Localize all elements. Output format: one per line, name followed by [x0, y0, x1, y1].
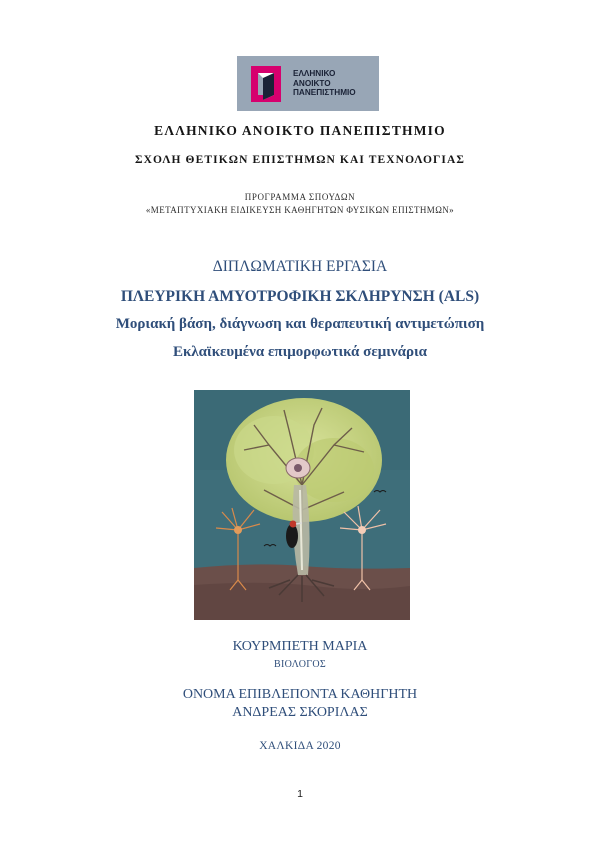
logo-line-1: ΕΛΛΗΝΙΚΟ: [293, 69, 336, 79]
author-name: ΚΟΥΡΜΠΕΤΗ ΜΑΡΙΑ: [232, 639, 368, 654]
thesis-title: ΠΛΕΥΡΙΚΗ ΑΜΥΟΤΡΟΦΙΚΗ ΣΚΛΗΡΥΝΣΗ (ALS): [120, 288, 480, 305]
school-name: ΣΧΟΛΗ ΘΕΤΙΚΩΝ ΕΠΙΣΤΗΜΩΝ ΚΑΙ ΤΕΧΝΟΛΟΓΙΑΣ: [134, 154, 466, 166]
thesis-subtitle-1: Μοριακή βάση, διάγνωση και θεραπευτική αντιμετώπιση: [115, 316, 485, 332]
page-number: 1: [297, 788, 303, 800]
supervisor-name: ΑΝΔΡΕΑΣ ΣΚΟΡΙΛΑΣ: [232, 705, 368, 720]
eap-logo-icon: [249, 62, 289, 106]
cover-illustration: [194, 390, 410, 620]
neuron-tree-illustration-icon: [194, 390, 410, 620]
program-name: «ΜΕΤΑΠΤΥΧΙΑΚΗ ΕΙΔΙΚΕΥΣΗ ΚΑΘΗΓΗΤΩΝ ΦΥΣΙΚΩΝ ΕΠΙΣΤΗΜΩΝ»: [145, 205, 455, 215]
logo-text: [293, 69, 356, 98]
place-year: ΧΑΛΚΙΔΑ 2020: [259, 740, 341, 752]
thesis-subtitle-2: Εκλαϊκευμένα επιμορφωτικά σεμινάρια: [172, 344, 428, 360]
thesis-type: ΔΙΠΛΩΜΑΤΙΚΗ ΕΡΓΑΣΙΑ: [212, 258, 388, 275]
author-role: ΒΙΟΛΟΓΟΣ: [273, 659, 327, 670]
university-logo: [237, 56, 379, 111]
logo-line-3: ΠΑΝΕΠΙΣΤΗΜΙΟ: [293, 88, 356, 98]
supervisor-label: ΟΝΟΜΑ ΕΠΙΒΛΕΠΟΝΤΑ ΚΑΘΗΓΗΤΗ: [182, 687, 418, 702]
logo-line-2: ΑΝΟΙΚΤΟ: [293, 78, 331, 88]
program-label: ΠΡΟΓΡΑΜΜΑ ΣΠΟΥΔΩΝ: [244, 192, 356, 202]
university-name: ΕΛΛΗΝΙΚΟ ΑΝΟΙΚΤΟ ΠΑΝΕΠΙΣΤΗΜΙΟ: [154, 123, 446, 138]
